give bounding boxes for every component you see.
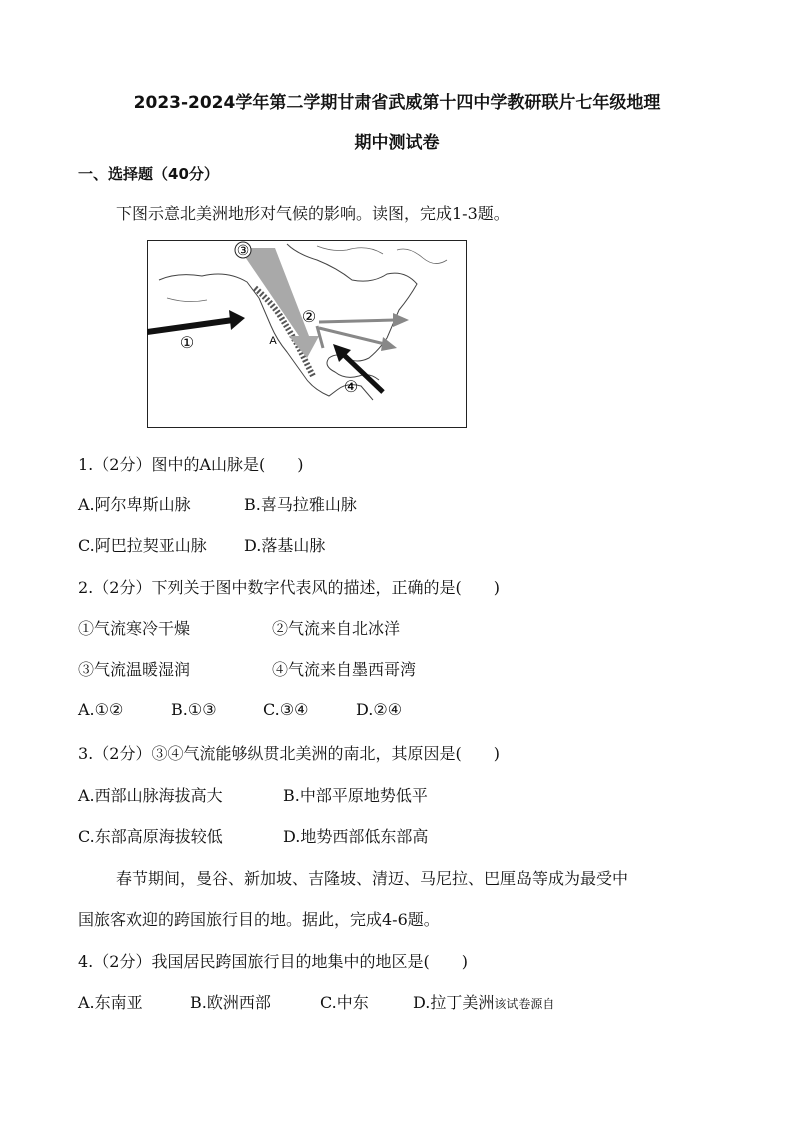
q4-option-a[interactable]: A.东南亚	[78, 993, 143, 1012]
q1-option-c[interactable]: C.阿巴拉契亚山脉	[78, 536, 207, 555]
question-2-statements-row1	[78, 616, 400, 639]
label-2: ②	[301, 307, 317, 326]
q2-statement-2: ②气流来自北冰洋	[272, 619, 401, 638]
q2-statement-4: ④气流来自墨西哥湾	[272, 660, 417, 679]
q4-option-c[interactable]: C.中东	[320, 993, 369, 1012]
q2-option-a[interactable]: A.①②	[78, 700, 124, 719]
label-3: ③	[236, 243, 250, 259]
q2-option-d[interactable]: D.②④	[356, 700, 403, 719]
intro-text-2-line2: 国旅客欢迎的跨国旅行目的地。据此，完成4-6题。	[78, 910, 440, 929]
section-heading: 一、选择题（40分）	[78, 165, 219, 183]
question-1-stem: 1.（2分）图中的A山脉是( )	[78, 455, 304, 474]
q1-option-b[interactable]: B.喜马拉雅山脉	[244, 495, 357, 514]
question-3-options-row2	[78, 824, 428, 847]
question-2-stem: 2.（2分）下列关于图中数字代表风的描述，正确的是( )	[78, 578, 500, 597]
label-mountain-a: A	[269, 335, 277, 347]
intro-text-1: 下图示意北美洲地形对气候的影响。读图，完成1-3题。	[116, 204, 510, 223]
north-america-map	[147, 240, 467, 428]
q3-option-b[interactable]: B.中部平原地势低平	[283, 786, 428, 805]
q4-option-d[interactable]: D.拉丁美洲	[413, 993, 495, 1012]
source-watermark: 该试卷源自	[494, 997, 555, 1011]
intro-text-2-line1: 春节期间，曼谷、新加坡、吉隆坡、清迈、马尼拉、巴厘岛等成为最受中	[116, 869, 629, 888]
q1-option-d[interactable]: D.落基山脉	[244, 536, 326, 555]
question-3-stem: 3.（2分）③④气流能够纵贯北美洲的南北，其原因是( )	[78, 744, 500, 763]
question-4-stem: 4.（2分）我国居民跨国旅行目的地集中的地区是( )	[78, 952, 468, 971]
label-1: ①	[179, 333, 195, 352]
q1-option-a[interactable]: A.阿尔卑斯山脉	[78, 495, 191, 514]
question-3-options-row1	[78, 783, 428, 806]
question-1-options-row1	[78, 492, 357, 515]
q2-option-b[interactable]: B.①③	[171, 700, 217, 719]
question-4-options	[78, 990, 554, 1013]
q2-statement-3: ③气流温暖湿润	[78, 660, 191, 679]
exam-title-line1: 2023-2024学年第二学期甘肃省武威第十四中学教研联片七年级地理	[133, 93, 661, 113]
question-2-options	[78, 700, 402, 719]
exam-title-line2: 期中测试卷	[354, 133, 440, 153]
q2-option-c[interactable]: C.③④	[263, 700, 309, 719]
q3-option-a[interactable]: A.西部山脉海拔高大	[78, 786, 223, 805]
q2-statement-1: ①气流寒冷干燥	[78, 619, 191, 638]
label-4: ④	[343, 377, 359, 396]
question-1-options-row2	[78, 533, 325, 556]
question-2-statements-row2	[78, 657, 416, 680]
q3-option-c[interactable]: C.东部高原海拔较低	[78, 827, 223, 846]
q4-option-b[interactable]: B.欧洲西部	[190, 993, 271, 1012]
q3-option-d[interactable]: D.地势西部低东部高	[283, 827, 429, 846]
